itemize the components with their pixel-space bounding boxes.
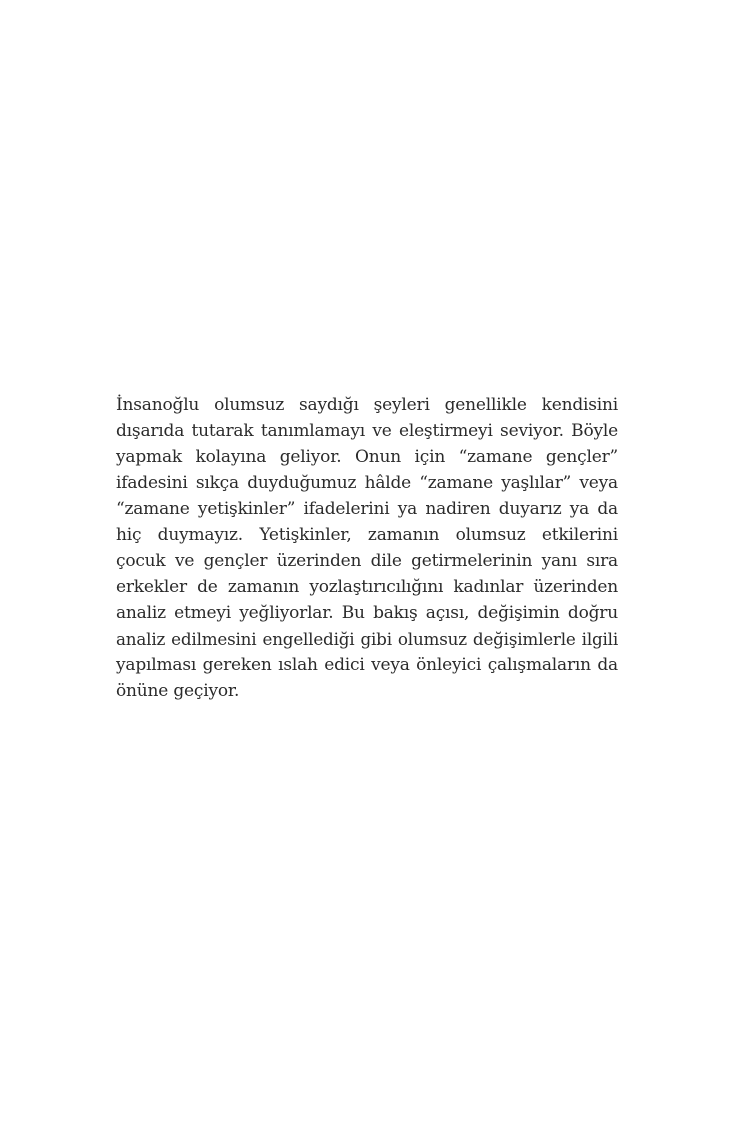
paragraph-line-4: ifadesini sıkça duyduğumuz hâlde “zamane yaşlılar” veya — [116, 473, 618, 493]
paragraph-line-2: dışarıda tutarak tanımlamayı ve eleştirmeyi seviyor. Böyle — [116, 421, 618, 441]
paragraph-line-9: analiz etmeyi yeğliyorlar. Bu bakış açısı, değişimin doğru — [116, 603, 618, 623]
paragraph-line-6: hiç duymayız. Yetişkinler, zamanın olumsuz etkilerini — [116, 525, 618, 545]
paragraph-line-11: yapılması gereken ıslah edici veya önleyici çalışmaların da — [116, 655, 618, 675]
paragraph-line-8: erkekler de zamanın yozlaştırıcılığını kadınlar üzerinden — [116, 577, 618, 597]
body-paragraph — [116, 392, 618, 704]
paragraph-line-5: “zamane yetişkinler” ifadelerini ya nadiren duyarız ya da — [116, 499, 618, 519]
paragraph-line-1: İnsanoğlu olumsuz saydığı şeyleri genellikle kendisini — [116, 395, 618, 415]
paragraph-line-12: önüne geçiyor. — [116, 681, 240, 701]
paragraph-line-10: analiz edilmesini engellediği gibi olumsuz değişimlerle ilgili — [116, 629, 618, 649]
paragraph-line-3: yapmak kolayına geliyor. Onun için “zamane gençler” — [116, 447, 618, 467]
paragraph-line-7: çocuk ve gençler üzerinden dile getirmelerinin yanı sıra — [116, 551, 618, 571]
